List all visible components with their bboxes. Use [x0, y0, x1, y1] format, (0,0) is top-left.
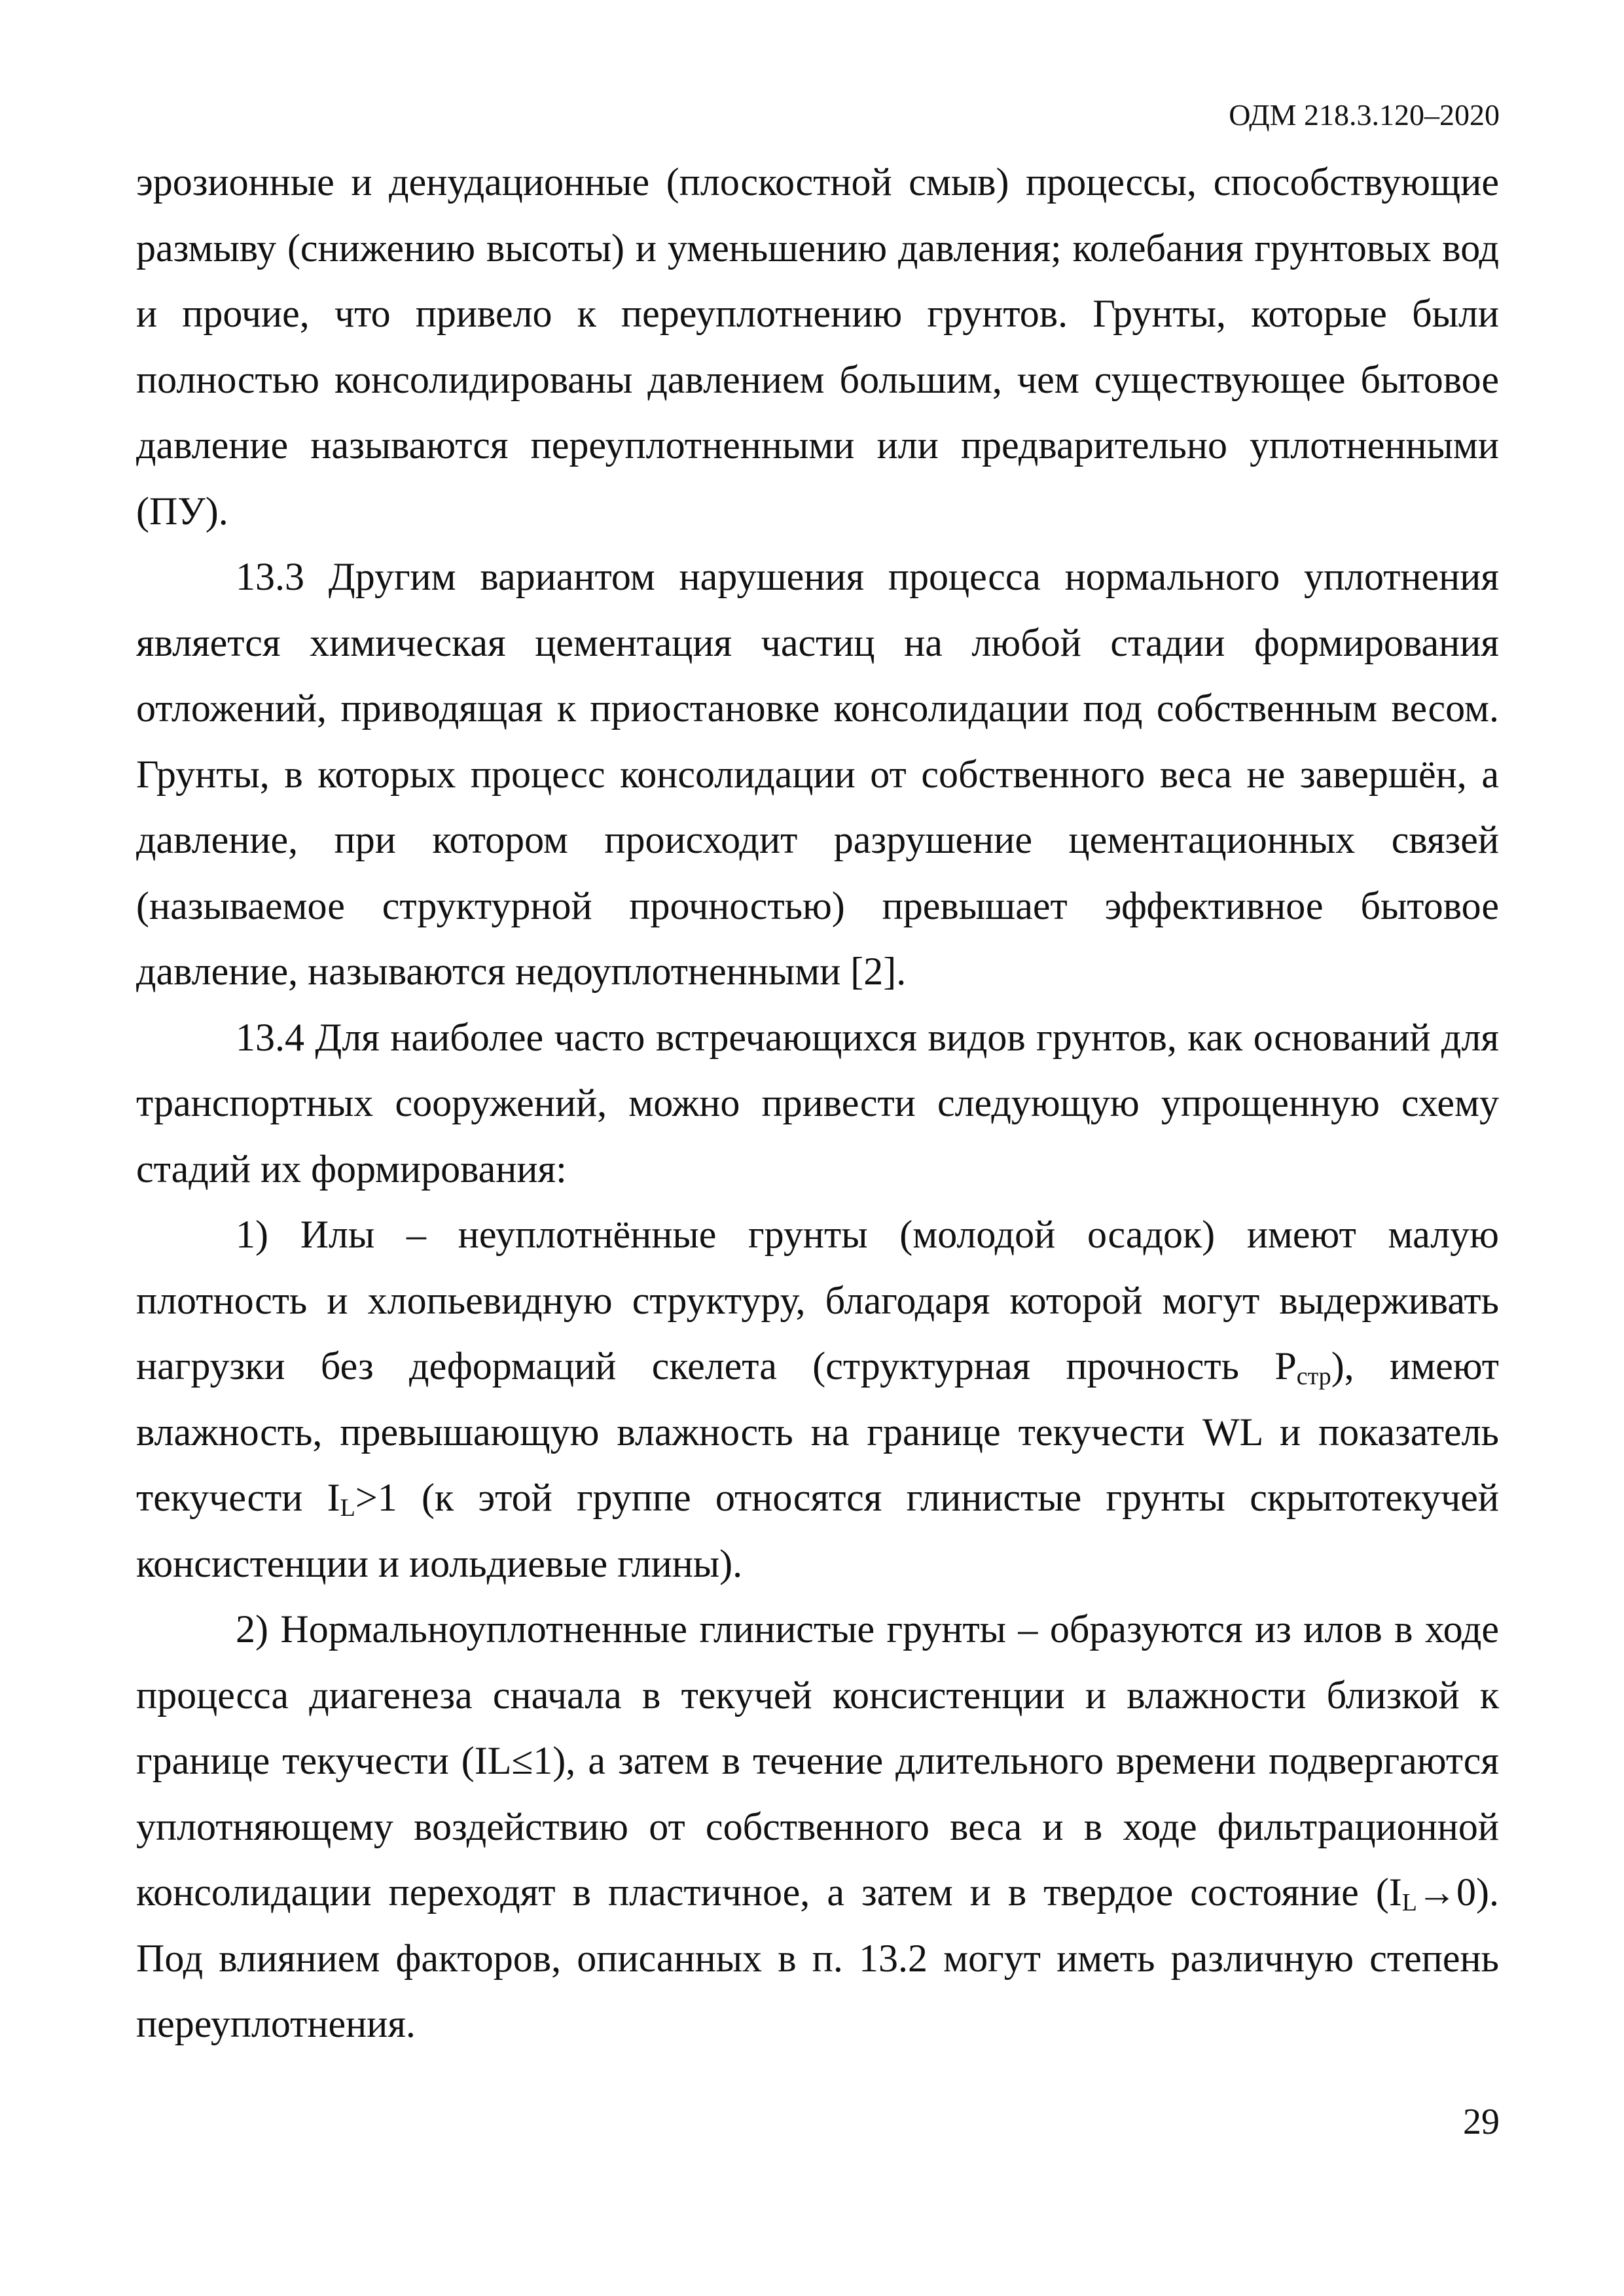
subscript-l: L	[340, 1494, 355, 1522]
document-body	[136, 149, 1499, 2057]
list-item-2-text-b: →0). Под влиянием факторов, описанных в п. 13.2 могут иметь различную степень переуплотнения.	[136, 1871, 1499, 2045]
list-item-1-text-c: >1 (к этой группе относятся глинистые грунты скрытотекучей консистенции и иольдиевые глины).	[136, 1476, 1499, 1585]
page-number: 29	[1463, 2102, 1500, 2142]
paragraph-13-3: 13.3 Другим вариантом нарушения процесса нормального уплотнения является химическая цементация частиц на любой стадии формирования отложений, приводящая к приостановке консолидации под собственным весом. Грунты, в которых процесс консолидации от собственного веса не завершён, а давление, при котором происходит разрушение цементационных связей (называемое структурной прочностью) превышает эффективное бытовое давление, называются недоуплотненными [2].	[136, 555, 1499, 993]
list-item-1-text-a: 1) Илы – неуплотнённые грунты (молодой осадок) имеют малую плотность и хлопьевидную структуру, благодаря которой могут выдерживать нагрузки без деформаций скелета (структурная прочность P	[136, 1213, 1499, 1388]
subscript-str: стр	[1296, 1363, 1331, 1390]
paragraph-13-4: 13.4 Для наиболее часто встречающихся видов грунтов, как оснований для транспортных сооружений, можно привести следующую упрощенную схему стадий их формирования:	[136, 1015, 1499, 1191]
document-code-header: ОДМ 218.3.120–2020	[1229, 98, 1500, 132]
list-item-2-normally-consolidated	[136, 1596, 1499, 2057]
list-item-1-text-b: ), имеют влажность, превышающую влажность на границе текучести WL и показатель текучести I	[136, 1344, 1499, 1519]
paragraph-13-2-continuation: эрозионные и денудационные (плоскостной смыв) процессы, способствующие размыву (снижению высоты) и уменьшению давления; колебания грунтовых вод и прочие, что привело к переуплотнению грунтов. Грунты, которые были полностью консолидированы давлением большим, чем существующее бытовое давление называются переуплотненными или предварительно уплотненными (ПУ).	[136, 160, 1499, 533]
subscript-l: L	[1401, 1889, 1418, 1916]
list-item-2-text-a: 2) Нормальноуплотненные глинистые грунты – образуются из илов в ходе процесса диагенеза сначала в текучей консистенции и влажности близкой к границе текучести (IL≤1), а затем в течение длительного времени подвергаются уплотняющему воздействию от собственного веса и в ходе фильтрационной консолидации переходят в пластичное, а затем и в твердое состояние (I	[136, 1607, 1499, 1914]
list-item-1-silts	[136, 1202, 1499, 1596]
